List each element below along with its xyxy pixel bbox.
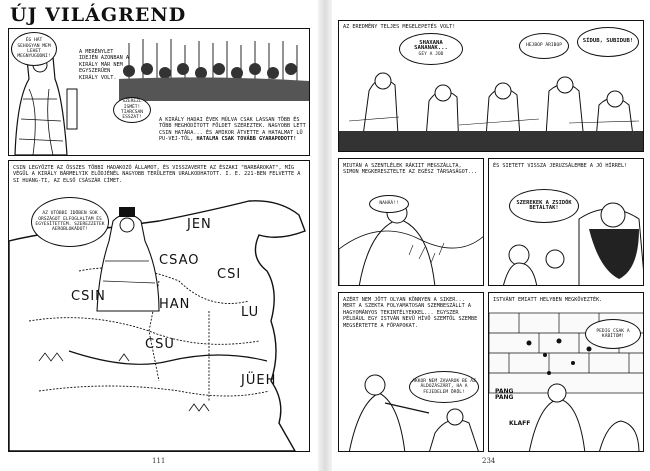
left-comic-page <box>0 0 318 471</box>
panel-emperor-army <box>8 28 310 156</box>
caption-top: A MERÉNYLET IDEJÉN AZONBAN A KIRÁLY MÁR NEM EGYSZERŰEN KIRÁLY VOLT. <box>79 49 129 81</box>
right-comic-page <box>332 0 650 471</box>
caption-stephen: AZÉRT NEM JÖTT OLYAN KÖNNYEN A SIKER... MERT A SZEKTA FOLYAMATOSAN SZEMBESZÁLLT A HAGYOMÁNYOS TEKINTÉLYEKKEL... EGYSZER PÉLDÁUL EGY ISTVÁN NEVŰ HÍVŐ SZEMTŐL SZEMBE MEGSÉRTETTE A FŐPAPOKAT. <box>343 297 478 329</box>
caption-map: CSIN LEGYŐZTE AZ ÖSSZES TÖBBI HADAKOZÓ ÁLLAMOT, ÉS VISSZAVERTE AZ ÉSZAKI "BARBÁROKAT", MÍG VÉGÜL A KIRÁLY BÁRMELYIK ELŐDJÉNÉL NAGYOBB TERÜLETEN URALKODHATOTT. I. E. 221-BEN FELVETTE A SI HUANG-TI, AZ ELSŐ CSÁSZÁR CÍMET. <box>13 165 301 184</box>
panel-art-stoning <box>489 293 644 452</box>
caption-result: AZ EREDMÉNY TELJES MEGELEPETÉS VOLT! <box>343 24 456 30</box>
panel-speaking-tongues <box>338 20 644 152</box>
caption-stoning: ISTVÁNT EMIATT HELYBEN MEGKÖVEZTÉK. <box>493 297 603 303</box>
page-number-left: 111 <box>152 457 166 465</box>
bubble-nahaa: NAHÁÁ!! <box>369 195 409 213</box>
region-label-csi: CSI <box>217 267 242 282</box>
panel-stephen <box>338 292 484 452</box>
region-label-lu: LU <box>241 305 260 320</box>
panel-baptism <box>338 158 484 286</box>
region-label-csin: CSIN <box>71 289 106 304</box>
bubble-sidub: SÍDUB, SUBIDUB! <box>577 27 639 57</box>
page-number-right: 234 <box>482 457 496 465</box>
panel-stoning <box>488 292 644 452</box>
caption-baptism: MIUTÁN A SZENTLÉLEK RÁKIIT MEGSZÁLLTA, SIMON MEGKERESZTELTE AZ EGÉSZ TÁRSASÁGOT... <box>343 163 478 176</box>
panel-art-apostles <box>489 159 644 286</box>
scroll-speech-bubble: SZEREZL ISMÉT! TIARCSAN ESSZAT! <box>113 97 151 123</box>
panel-jerusalem <box>488 158 644 286</box>
map-speech-bubble: AZ UTÓBBI IDŐBEN SOK ORSZÁGOT ELFOGLALTAM ÉS EGYESÍTETTEM. SZEREZZETEK AEROBLOKÁDOT! <box>31 197 109 247</box>
bubble-stephen: AKKOR NEM ZAVAROK BE AZ ÁLDOZÁSZÁRT, HA A FEJEDELEM ÖRÖL! <box>409 371 479 403</box>
region-label-juveh: JÜEH <box>241 373 277 388</box>
caption-jerusalem: ÉS SIETETT VISSZA JERUZSÁLEMBE A JÓ HÍRREL! <box>493 163 628 169</box>
bubble-hejbop: HEJBOP ÁRIBOP <box>519 33 569 59</box>
emperor-speech-bubble: ÉG HÁT SEHOGYAN MEM LEHET MEGNYUGODNI! <box>11 32 57 66</box>
region-label-csu: CSU <box>145 337 175 352</box>
region-label-jen: JEN <box>187 217 212 232</box>
bubble-szerekek: SZEREKEK A ZSIDÓK BETALTAK! <box>509 189 579 223</box>
sfx-pang: PANG PANG <box>495 388 514 402</box>
panel-china-map <box>8 160 310 452</box>
region-label-csao: CSAO <box>159 253 200 268</box>
region-label-han: HAN <box>159 297 191 312</box>
book-gutter <box>318 0 332 471</box>
bubble-shaxana: SHAXANA SANANAK... GEY A JOD <box>399 33 463 65</box>
caption-bottom: A KIRÁLY HADAI ÉVEK MÚLVA CSAK LASSAN TÖBB ÉS TÖBB MEGHÓDÍTOTT FÖLDET SZEREZTEK. NAGYOBB LETT CSIN HATÁRA... ÉS AMIKOR ÁTVETTE A HATALMAT LÜ PU-VEJ-TŐL, HATALMA CSAK TOVÁBB GYARAPODOTT! <box>159 117 306 143</box>
panel-art-baptism <box>339 159 484 286</box>
bubble-kabitom: PEDIG CSAK A KÁBÍTÓM! <box>585 319 641 349</box>
page-title: ÚJ VILÁGREND <box>10 4 187 26</box>
sfx-klaff: KLAFF <box>509 420 531 427</box>
